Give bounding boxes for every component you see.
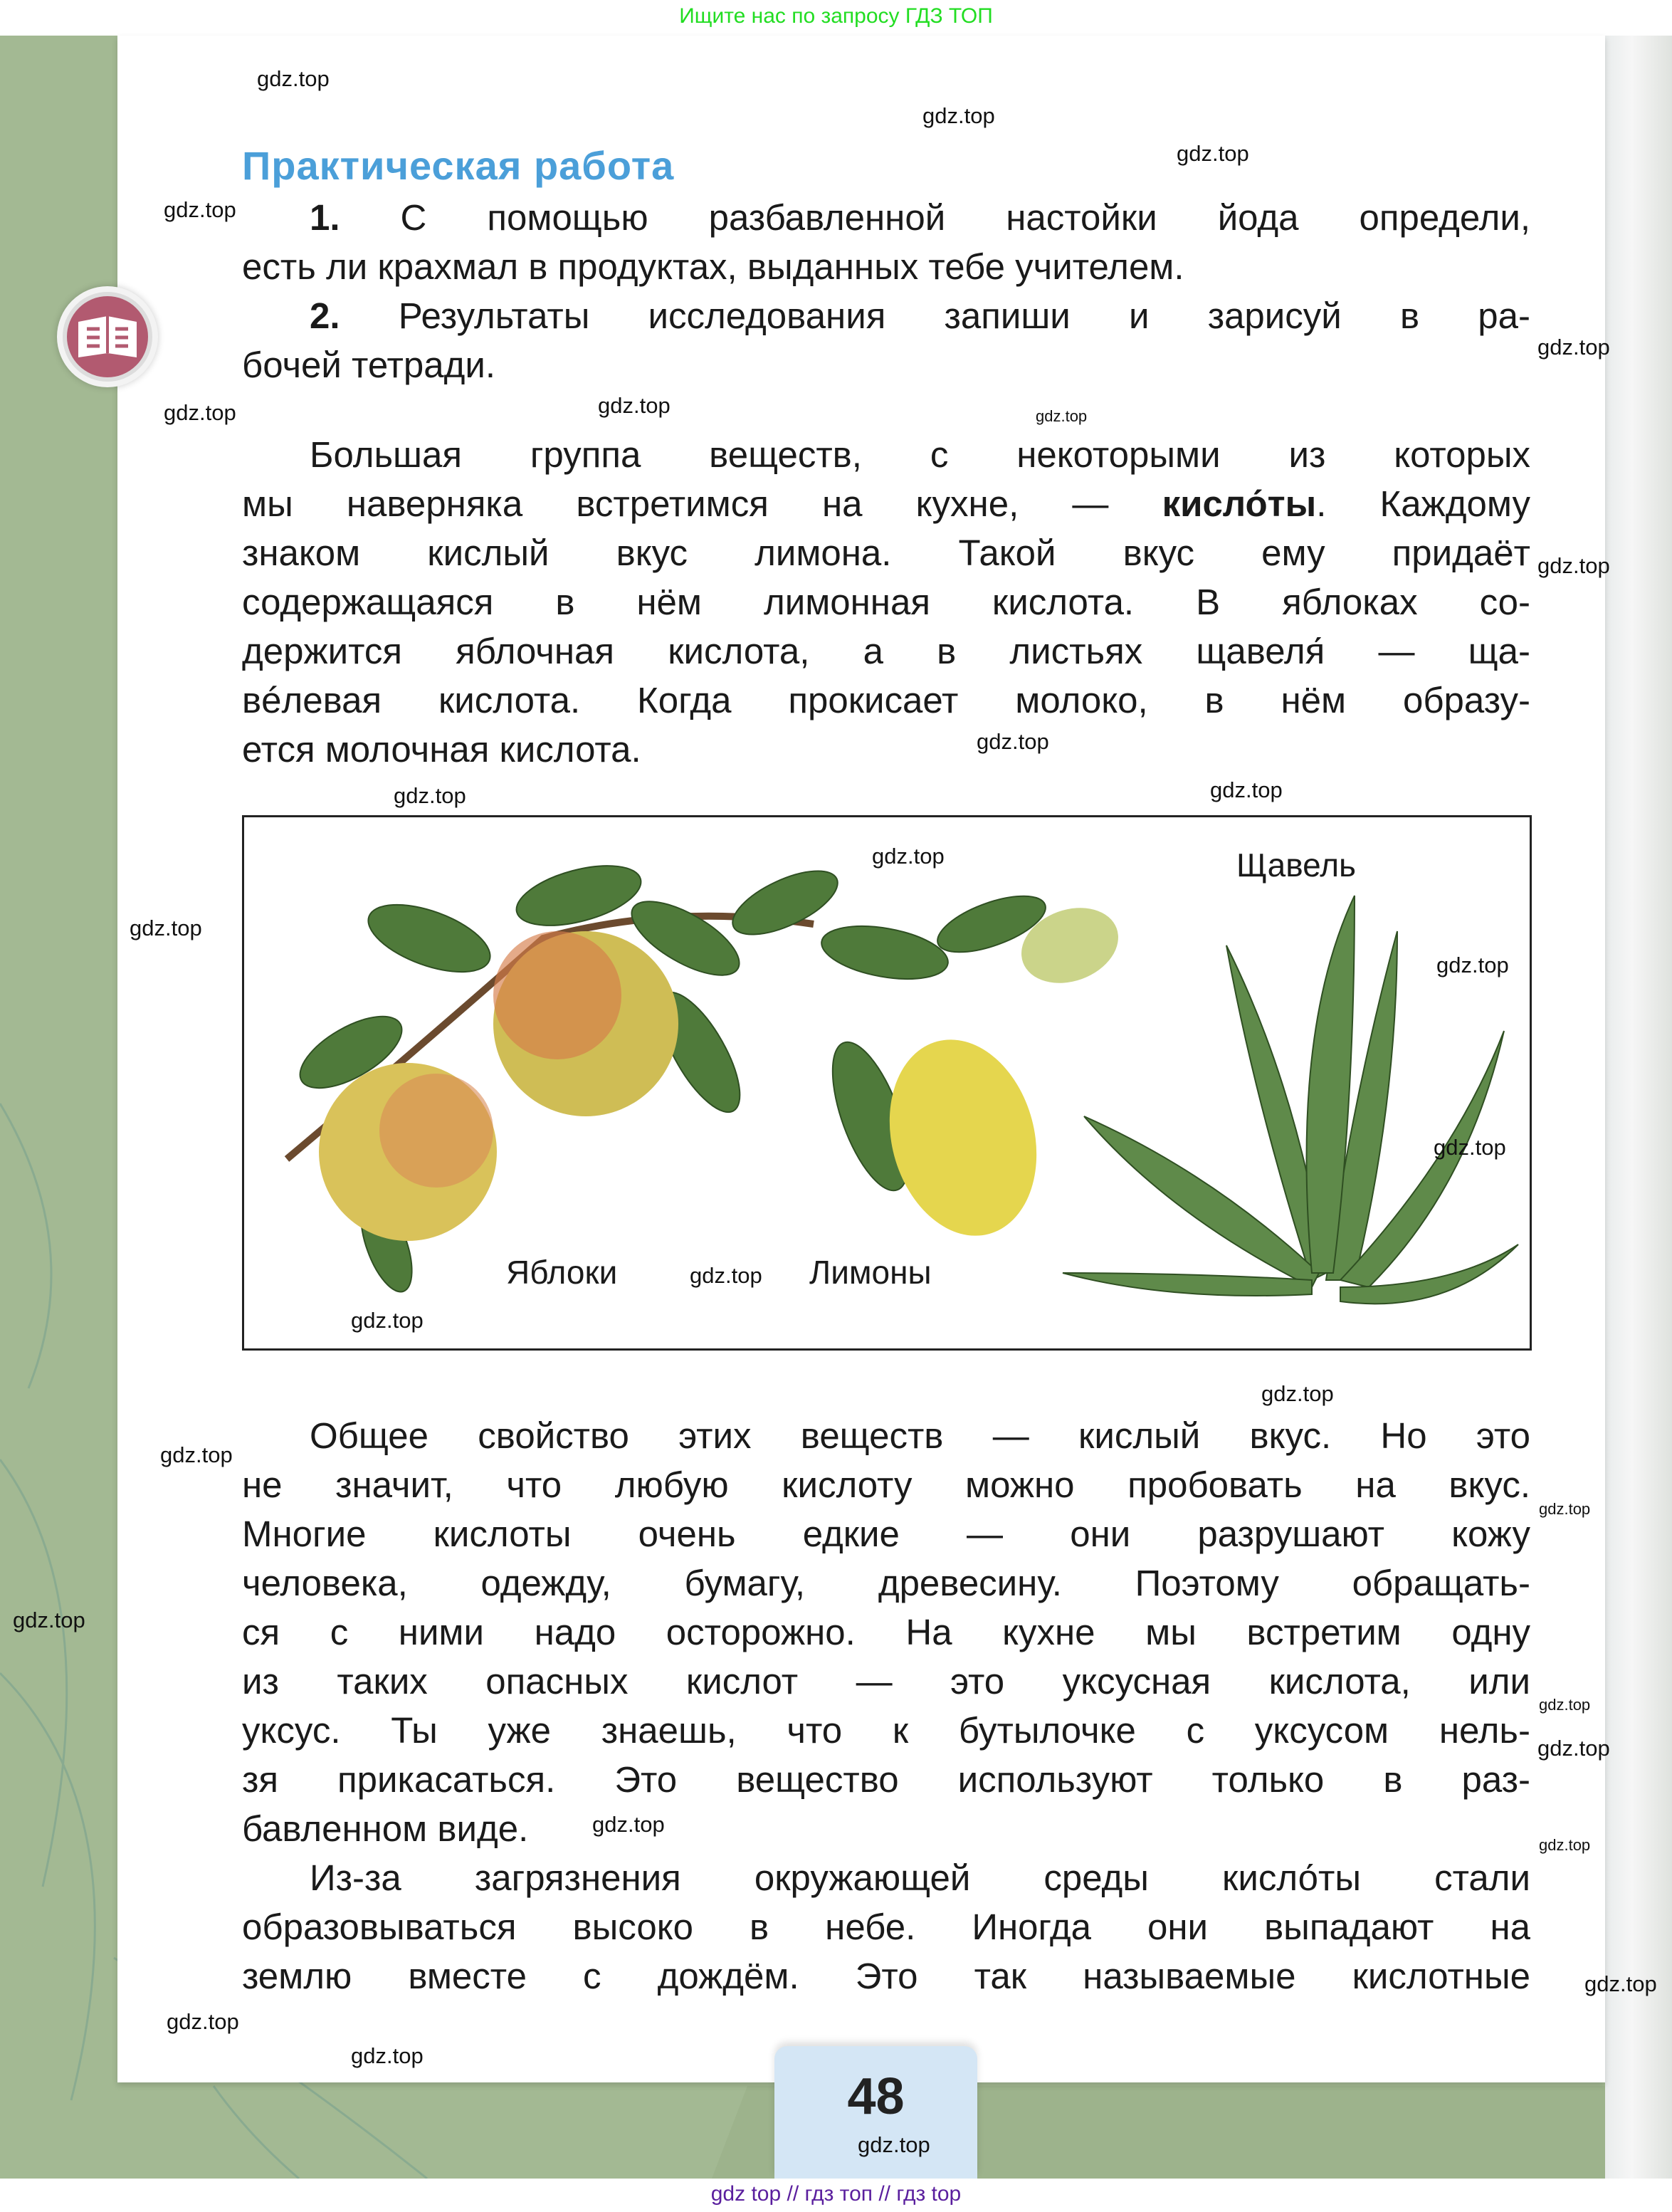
bold-text: 2. [310, 295, 340, 336]
text-line [242, 627, 1530, 676]
text-segment: Общее свойство этих веществ — кислый вкус. Но это [310, 1415, 1530, 1456]
text-line [242, 1951, 1530, 2001]
watermark: gdz.top [351, 2043, 424, 2068]
text-segment: есть ли крахмал в продуктах, выданных тебе учителем. [242, 246, 1184, 287]
text-line [242, 1902, 1530, 1951]
bold-text: 1. [310, 197, 340, 238]
text-line [242, 1608, 1530, 1657]
text-line [242, 193, 1530, 242]
text-segment: вéлевая кислота. Когда прокисает молоко, в нём образу- [242, 680, 1530, 720]
text-line [242, 1558, 1530, 1608]
text-segment: зя прикасаться. Это вещество используют только в раз- [242, 1759, 1530, 1800]
text-segment: землю вместе с дождём. Это так называемые кислотные [242, 1956, 1530, 1996]
section-heading: Практическая работа [242, 143, 675, 188]
text-line [242, 676, 1530, 725]
text-segment: Результаты исследования запиши и зарисуй в ра- [340, 295, 1530, 336]
watermark: gdz.top [977, 729, 1049, 754]
text-segment: знаком кислый вкус лимона. Такой вкус ему придаёт [242, 533, 1530, 573]
text-segment: Большая группа веществ, с некоторыми из которых [310, 434, 1530, 475]
text-segment: ется молочная кислота. [242, 729, 641, 770]
text-segment: содержащаяся в нём лимонная кислота. В яблоках со- [242, 582, 1530, 622]
watermark: gdz.top [1261, 1381, 1334, 1406]
text-line [242, 1706, 1530, 1755]
paragraph-acids-intro [242, 430, 1530, 774]
text-line [242, 340, 495, 389]
text-segment: ся с ними надо осторожно. На кухне мы встретим одну [242, 1612, 1530, 1652]
watermark: gdz.top [394, 783, 466, 808]
watermark: gdz.top [1539, 1500, 1591, 1518]
watermark: gdz.top [1539, 1696, 1591, 1714]
watermark: gdz.top [1539, 1836, 1591, 1854]
watermark: gdz.top [13, 1608, 85, 1632]
text-line [242, 242, 1184, 291]
text-segment: бавленном виде. [242, 1808, 529, 1849]
watermark: gdz.top [690, 1263, 762, 1288]
watermark: gdz.top [257, 66, 330, 91]
label-lemons: Лимоны [809, 1254, 932, 1291]
watermark: gdz.top [1036, 407, 1088, 425]
label-apples: Яблоки [506, 1254, 618, 1291]
watermark: gdz.top [1584, 1971, 1657, 1996]
text-segment: Многие кислоты очень едкие — они разрушают кожу [242, 1514, 1530, 1554]
text-segment: держится яблочная кислота, а в листьях щавеля́ — ща- [242, 631, 1530, 671]
bold-text: кисло́ты [1162, 483, 1317, 524]
label-sorrel: Щавель [1236, 846, 1357, 884]
bottom-banner[interactable]: gdz top // гдз топ // гдз top [0, 2179, 1672, 2212]
text-segment: . Каждому [1316, 483, 1530, 524]
text-segment: уксус. Ты уже знаешь, что к бутылочке с уксусом нель- [242, 1710, 1530, 1751]
text-line [242, 1853, 1530, 1902]
text-segment: человека, одежду, бумагу, древесину. Поэтому обращать- [242, 1563, 1530, 1603]
page-number: 48 [847, 2068, 905, 2125]
watermark: gdz.top [922, 103, 995, 128]
text-segment: из таких опасных кислот — это уксусная кислота, или [242, 1661, 1530, 1702]
watermark: gdz.top [1434, 1135, 1506, 1160]
text-line [242, 1460, 1530, 1509]
text-segment: бочей тетради. [242, 345, 496, 385]
watermark: gdz.top [592, 1812, 665, 1837]
text-line [242, 1509, 1530, 1558]
text-segment: не значит, что любую кислоту можно пробовать на вкус. [242, 1464, 1530, 1505]
watermark: gdz.top [1210, 777, 1283, 802]
text-line [242, 430, 1530, 479]
watermark: gdz.top [130, 916, 202, 940]
watermark: gdz.top [351, 1308, 424, 1333]
text-segment: С помощью разбавленной настойки йода определи, [340, 197, 1530, 238]
text-line [242, 528, 1530, 577]
book-icon [57, 286, 158, 387]
text-line [242, 479, 1530, 528]
watermark: gdz.top [1177, 141, 1249, 166]
watermark: gdz.top [1436, 953, 1509, 977]
text-segment: образовываться высоко в небе. Иногда они выпадают на [242, 1907, 1530, 1947]
text-segment: мы наверняка встретимся на кухне, — [242, 483, 1162, 524]
text-line [242, 1657, 1530, 1706]
watermark: gdz.top [167, 2009, 239, 2034]
top-banner[interactable]: Ищите нас по запросу ГДЗ ТОП [0, 0, 1672, 36]
watermark: gdz.top [164, 400, 236, 425]
watermark: gdz.top [1537, 553, 1610, 578]
watermark: gdz.top [858, 2132, 930, 2157]
text-line [242, 1411, 1530, 1460]
text-line [242, 1804, 528, 1853]
text-line [242, 291, 1530, 340]
watermark: gdz.top [164, 197, 236, 222]
watermark: gdz.top [1537, 335, 1610, 360]
next-page-edge [1605, 36, 1672, 2179]
text-line [242, 577, 1530, 627]
watermark: gdz.top [1537, 1736, 1610, 1761]
text-segment: Из-за загрязнения окружающей среды кисло́ты стали [310, 1857, 1530, 1898]
text-line [242, 725, 641, 774]
page-number-tab [774, 2046, 977, 2179]
illustration-fruits [242, 815, 1532, 1351]
paragraph-acid-properties [242, 1411, 1530, 2001]
text-line [242, 1755, 1530, 1804]
watermark: gdz.top [160, 1442, 233, 1467]
watermark: gdz.top [872, 844, 945, 869]
watermark: gdz.top [598, 393, 671, 418]
task-list [242, 193, 1530, 389]
